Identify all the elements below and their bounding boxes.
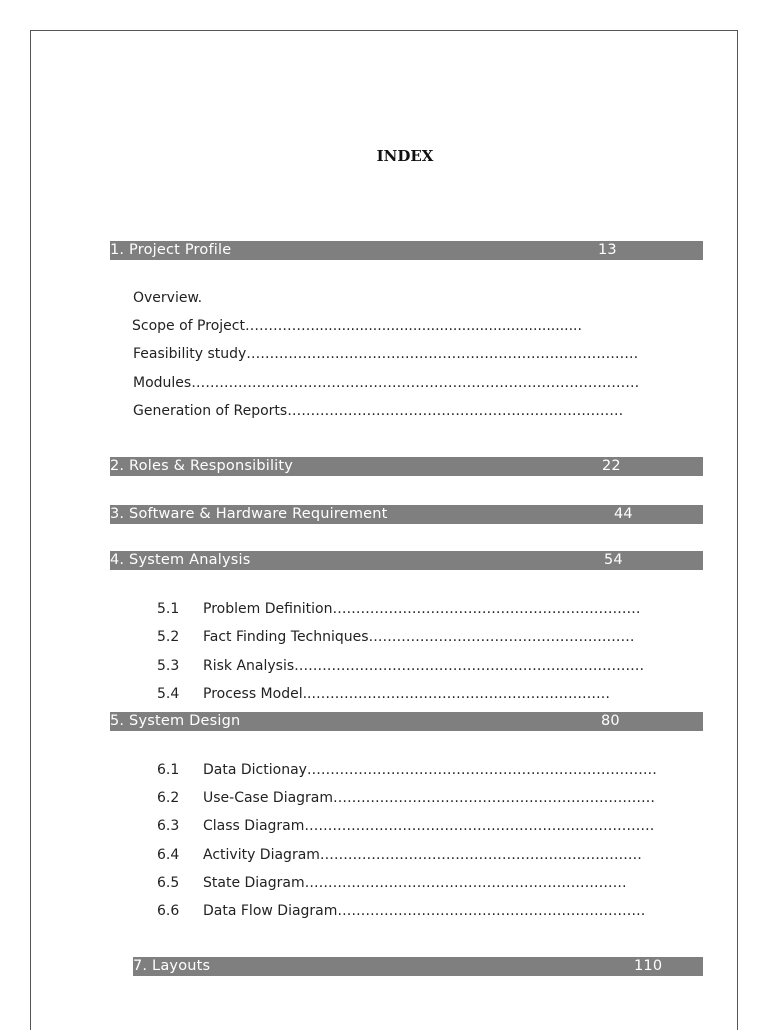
index-title: INDEX [376, 147, 434, 165]
section-label: 2. Roles & Responsibility [110, 458, 294, 474]
toc-subentry [157, 789, 687, 807]
subentry-number: 6.4 [157, 847, 180, 863]
section-label: 4. System Analysis [110, 552, 251, 568]
section-bar-system-analysis [110, 551, 703, 570]
toc-entry: Feasibility study………………………………………………………………………… [133, 346, 639, 362]
section-label: 7. Layouts [133, 958, 211, 974]
section-bar-project-profile [110, 241, 703, 260]
subentry-number: 6.2 [157, 790, 180, 806]
section-bar-roles [110, 457, 703, 476]
section-page-number: 80 [601, 713, 620, 729]
subentry-text: Problem Definition………………………………………………………… [203, 601, 641, 617]
subentry-text: Process Model...……………………………………………………… [203, 686, 610, 702]
subentry-text: Data Dictionay………………………………………………………………… [203, 762, 657, 778]
subentry-number: 5.1 [157, 601, 180, 617]
section-bar-layouts [133, 957, 703, 976]
toc-subentry [157, 657, 687, 675]
subentry-text: Class Diagram………………………………………………………………… [203, 818, 655, 834]
section-label: 5. System Design [110, 713, 241, 729]
toc-subentry [157, 817, 687, 835]
subentry-text: Activity Diagram…………………………………………………………… [203, 847, 642, 863]
subentry-text: State Diagram…………………………………………………………… [203, 875, 627, 891]
toc-subentry [157, 874, 687, 892]
section-page-number: 54 [604, 552, 623, 568]
subentry-text: Data Flow Diagram………………………………………………………… [203, 903, 646, 919]
toc-subentry [157, 846, 687, 864]
toc-entry: Modules…………………………………………………………………………………… [133, 375, 640, 391]
section-bar-requirements [110, 505, 703, 524]
toc-entry: Scope of Project……………............................................................ [132, 318, 582, 334]
subentry-number: 6.1 [157, 762, 180, 778]
toc-subentry [157, 685, 687, 703]
subentry-number: 5.3 [157, 658, 180, 674]
subentry-text: Fact Finding Techniques………………………………………………… [203, 629, 635, 645]
subentry-number: 6.6 [157, 903, 180, 919]
section-page-number: 110 [634, 958, 663, 974]
toc-subentry [157, 902, 687, 920]
toc-subentry [157, 628, 687, 646]
subentry-number: 5.2 [157, 629, 180, 645]
toc-subentry [157, 761, 687, 779]
subentry-number: 6.3 [157, 818, 180, 834]
section-bar-system-design [110, 712, 703, 731]
toc-subentry [157, 600, 687, 618]
subentry-text: Use-Case Diagram…………………………………………………………… [203, 790, 656, 806]
section-page-number: 13 [598, 242, 617, 258]
toc-entry: Generation of Reports……………………………………………………………… [133, 403, 624, 419]
subentry-number: 5.4 [157, 686, 180, 702]
section-label: 1. Project Profile [110, 242, 232, 258]
subentry-number: 6.5 [157, 875, 180, 891]
subentry-text: Risk Analysis………………………………………………………………… [203, 658, 645, 674]
toc-entry: Overview. [133, 290, 203, 306]
section-page-number: 22 [602, 458, 621, 474]
section-page-number: 44 [614, 506, 633, 522]
section-label: 3. Software & Hardware Requirement [110, 506, 388, 522]
